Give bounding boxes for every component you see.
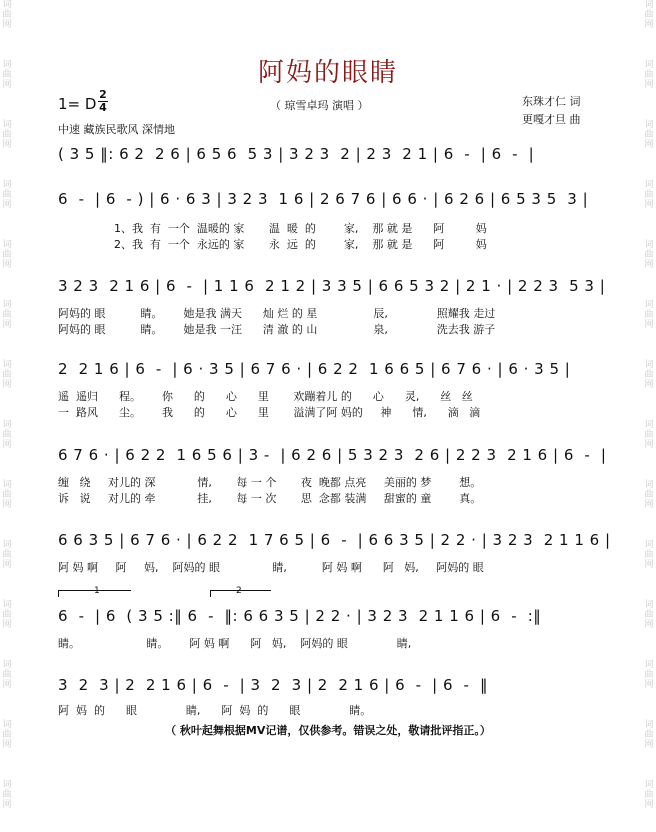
score-system-4 — [58, 360, 602, 420]
footnote: （ 秋叶起舞根据MV记谱，仅供参考。错误之处，敬请批评指正。） — [165, 724, 491, 737]
score-system-3 — [58, 277, 606, 337]
score-system-7 — [58, 586, 602, 650]
lyrics-verse-1: 1、我 有 一个 温暖的 家 温 暖 的 家, 那 就 是 阿 妈 — [58, 222, 487, 235]
tempo-marking: 中速 藏族民歌风 深情地 — [58, 123, 175, 136]
lyricist-credit: 东珠才仁 词 — [522, 95, 581, 108]
score-system-6 — [58, 531, 611, 576]
lyrics-verse-2: 阿妈的 眼 睛。 她是我 一汪 清 澈 的 山 泉, 洗去我 游子 — [58, 323, 496, 336]
lyrics-line: 阿 妈 的 眼 睛, 阿 妈 的 眼 睛。 — [58, 704, 372, 717]
song-title: 阿妈的眼睛 — [257, 58, 398, 88]
notation-line: 6 - | 6 - ) | 6 · 6 3 | 3 2 3 1 6 | 2 6 7 6 | 6 6 · | 6 2 6 | 6 5 3 5 3 | — [58, 190, 589, 208]
time-signature — [98, 90, 108, 113]
lyrics-verse-2: 一 路风 尘。 我 的 心 里 溢满了阿 妈的 神 情, 滴 滴 — [58, 406, 481, 419]
key-signature: 1= D — [58, 95, 97, 113]
score-system-2 — [58, 190, 602, 260]
score-system-8 — [58, 676, 602, 721]
time-signature-bottom: 4 — [99, 101, 107, 114]
notation-line: 6 - | 6 ( 3 5 :‖ 6 - ‖: 6 6 3 5 | 2 2 · | 3 2 3 2 1 1 6 | 6 - :‖ — [58, 607, 542, 625]
volta-number-1: 1 — [94, 586, 100, 596]
composer-credit: 更嘎才旦 曲 — [522, 113, 581, 126]
lyrics-verse-1: 阿妈的 眼 睛。 她是我 满天 灿 烂 的 星 辰, 照耀我 走过 — [58, 307, 496, 320]
notation-line: 6 6 3 5 | 6 7 6 · | 6 2 2 1 7 6 5 | 6 - | 6 6 3 5 | 2 2 · | 3 2 3 2 1 1 6 | — [58, 531, 611, 549]
lyrics-line: 睛。 睛。 阿 妈 啊 阿 妈, 阿妈的 眼 睛, — [58, 637, 412, 650]
time-signature-top: 2 — [99, 88, 107, 101]
lyrics-verse-2: 2、我 有 一个 永远的 家 永 远 的 家, 那 就 是 阿 妈 — [58, 238, 487, 251]
notation-line: ( 3 5 ‖: 6 2 2 6 | 6 5 6 5 3 | 3 2 3 2 | 2 3 2 1 | 6 - | 6 - | — [58, 145, 535, 163]
lyrics-line: 阿 妈 啊 阿 妈, 阿妈的 眼 睛, 阿 妈 啊 阿 妈, 阿妈的 眼 — [58, 561, 484, 574]
singer-credit: （ 琼雪卓玛 演唱 ） — [270, 99, 369, 112]
notation-line: 3 2 3 | 2 2 1 6 | 6 - | 3 2 3 | 2 2 1 6 | 6 - | 6 - ‖ — [58, 676, 488, 694]
watermark-right: 词 曲 网 词 曲 网 词 曲 网 词 曲 网 词 曲 网 词 曲 网 词 曲 网 词 曲 网 词 曲 网 词 曲 网 词 曲 网 词 曲 网 词 曲 网 词 曲 网 — [644, 0, 654, 810]
volta-number-2: 2 — [236, 586, 242, 596]
lyrics-verse-1: 缠 绕 对儿的 深 情, 每 一 个 夜 晚都 点亮 美丽的 梦 想。 — [58, 476, 482, 489]
score-system-1 — [58, 145, 602, 185]
notation-line: 2 2 1 6 | 6 - | 6 · 3 5 | 6 7 6 · | 6 2 2 1 6 6 5 | 6 7 6 · | 6 · 3 5 | — [58, 360, 571, 378]
watermark-left: 词 曲 网 词 曲 网 词 曲 网 词 曲 网 词 曲 网 词 曲 网 词 曲 网 词 曲 网 词 曲 网 词 曲 网 词 曲 网 词 曲 网 词 曲 网 词 曲 网 — [2, 0, 12, 810]
lyrics-verse-1: 遥 遥归 程。 你 的 心 里 欢蹦着儿 的 心 灵, 丝 丝 — [58, 390, 473, 403]
lyrics-verse-2: 诉 说 对儿的 牵 挂, 每 一 次 思 念都 装满 甜蜜的 童 真。 — [58, 492, 482, 505]
notation-line: 6 7 6 · | 6 2 2 1 6 5 6 | 3 - | 6 2 6 | 5 3 2 3 2 6 | 2 2 3 2 1 6 | 6 - | — [58, 446, 607, 464]
notation-line: 3 2 3 2 1 6 | 6 - | 1 1 6 2 1 2 | 3 3 5 | 6 6 5 3 2 | 2 1 · | 2 2 3 5 3 | — [58, 277, 606, 295]
score-system-5 — [58, 446, 607, 506]
